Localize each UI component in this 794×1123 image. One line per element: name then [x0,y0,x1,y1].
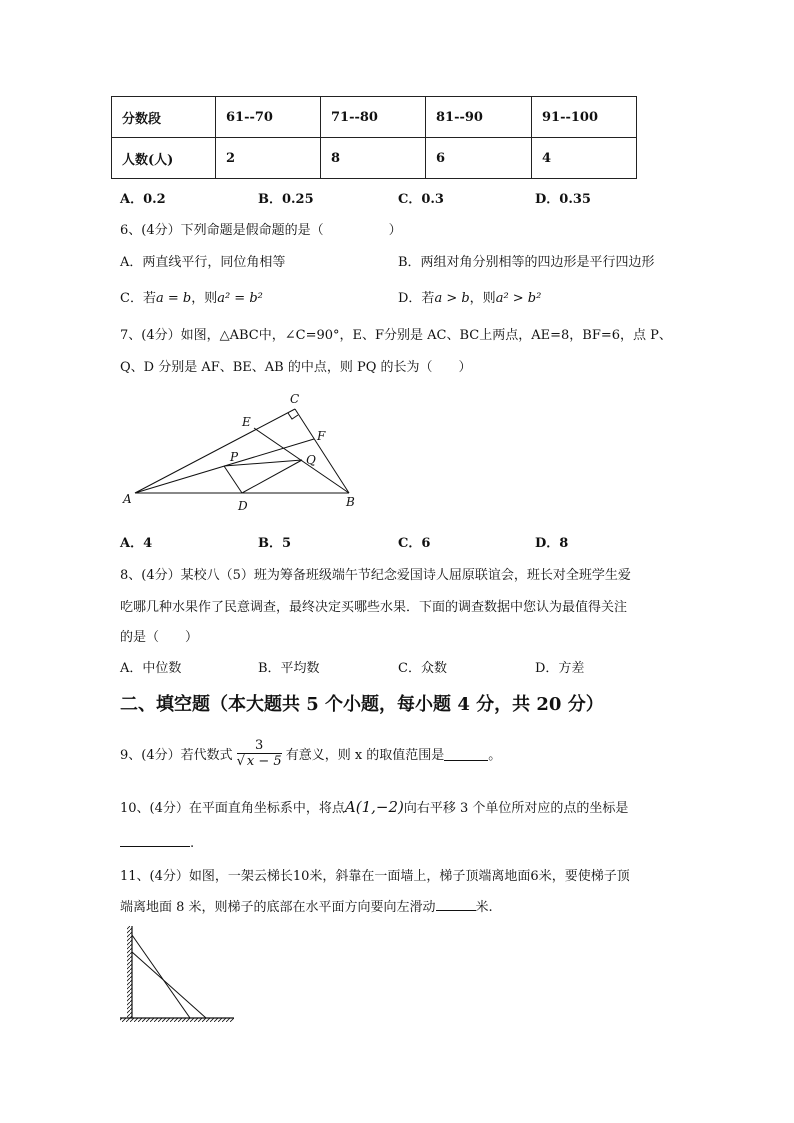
ladder-moved [132,952,206,1018]
q9-suffix: 有意义，则 x 的取值范围是 [285,747,445,763]
q10-point: A(1,−2) [344,798,404,816]
q7-option-a[interactable]: A．4 [120,536,153,551]
q9-end: 。 [488,747,502,763]
table-cell: 6 [426,138,532,179]
segment-cb [295,409,349,493]
q6-option-d[interactable] [398,287,541,306]
q6-d-result: a² > b² [495,291,542,306]
label-b: B [346,495,355,509]
table-cell: 71--80 [321,97,426,138]
table-row [112,138,637,179]
table-cell: 2 [216,138,321,179]
q10-line-1 [120,797,628,816]
q10-suffix: 向右平移 3 个单位所对应的点的坐标是 [403,801,629,816]
q11-line-1: 11、(4分）如图，一架云梯长10米，斜靠在一面墙上，梯子顶端离地面6米，要使梯子顶 [120,869,630,884]
q6-c-prefix: C．若 [120,291,156,306]
ladder-initial [132,935,190,1018]
label-q: Q [306,453,316,467]
segment-pd [224,466,242,493]
table-cell: 人数(人) [112,138,216,179]
q10-prefix: 10、(4分）在平面直角坐标系中，将点 [120,801,345,816]
q9-numerator: 3 [237,738,282,754]
q7-option-b[interactable]: B．5 [258,536,292,551]
score-table [111,96,637,179]
q7-option-c[interactable]: C．6 [398,536,431,551]
q7-line-2: Q、D 分别是 AF、BE、AB 的中点，则 PQ 的长为（ ） [120,360,472,375]
table-cell: 分数段 [112,97,216,138]
triangle-figure [118,388,368,516]
label-e: E [242,415,251,429]
q6-option-b[interactable]: B．两组对角分别相等的四边形是平行四边形 [398,255,655,270]
label-c: C [290,392,300,406]
q8-option-a[interactable]: A．中位数 [120,661,182,676]
q9-answer-blank[interactable] [444,746,488,761]
q9-fraction [237,738,282,769]
q9-prefix: 9、(4分）若代数式 [120,747,233,763]
q8-line-3: 的是（ ） [120,630,199,645]
q8-option-d[interactable]: D．方差 [535,661,585,676]
right-angle-mark [288,413,298,419]
q6-d-prefix: D．若 [398,291,435,306]
q6-c-condition: a = b [155,291,192,306]
q6-c-mid: ，则 [191,291,218,306]
q8-option-b[interactable]: B．平均数 [258,661,320,676]
q6-d-mid: ，则 [469,291,496,306]
table-cell: 61--70 [216,97,321,138]
q11-line-2-end: 米. [475,900,493,915]
wall-hatching [127,926,132,1018]
q8-option-c[interactable]: C．众数 [398,661,447,676]
q11-line-2 [120,896,493,915]
label-a: A [123,492,132,506]
label-f: F [317,429,326,443]
q9-denominator: √ x − 5 [236,753,282,769]
q7-line-1: 7、(4分）如图，△ABC中，∠C=90°，E、F分别是 AC、BC上两点，AE=8，BF=6，点 P、 [120,328,672,343]
q10-answer-blank[interactable] [120,832,190,847]
q5-option-a[interactable]: A．0.2 [120,192,166,207]
q10-end: . [190,836,195,851]
label-p: P [230,450,239,464]
q8-line-1: 8、(4分）某校八（5）班为筹备班级端午节纪念爱国诗人屈原联谊会，班长对全班学生爱 [120,568,631,583]
segment-dq [242,460,302,493]
segment-ac [135,409,295,493]
q6-c-result: a² = b² [217,291,263,306]
q9 [120,735,501,771]
label-d: D [238,499,248,513]
table-row [112,97,637,138]
q6-stem: 6、(4分）下列命题是假命题的是（ ） [120,223,402,238]
q11-answer-blank[interactable] [436,896,476,911]
ladder-figure [118,922,238,1024]
q6-d-condition: a > b [434,291,470,306]
table-cell: 91--100 [532,97,637,138]
table-cell: 4 [532,138,637,179]
q5-option-c[interactable]: C．0.3 [398,192,444,207]
q7-option-d[interactable]: D．8 [535,536,569,551]
q10-line-2 [120,832,194,851]
section-2-heading: 二、填空题（本大题共 5 个小题，每小题 4 分，共 20 分） [120,694,604,715]
q11-line-2-prefix: 端离地面 8 米，则梯子的底部在水平面方向要向左滑动 [120,900,436,915]
q6-option-c[interactable] [120,287,263,306]
q5-option-b[interactable]: B．0.25 [258,192,314,207]
q6-option-a[interactable]: A．两直线平行，同位角相等 [120,255,286,270]
table-cell: 8 [321,138,426,179]
table-cell: 81--90 [426,97,532,138]
q5-option-d[interactable]: D．0.35 [535,192,591,207]
q8-line-2: 吃哪几种水果作了民意调查，最终决定买哪些水果．下面的调查数据中您认为最值得关注 [120,600,628,615]
